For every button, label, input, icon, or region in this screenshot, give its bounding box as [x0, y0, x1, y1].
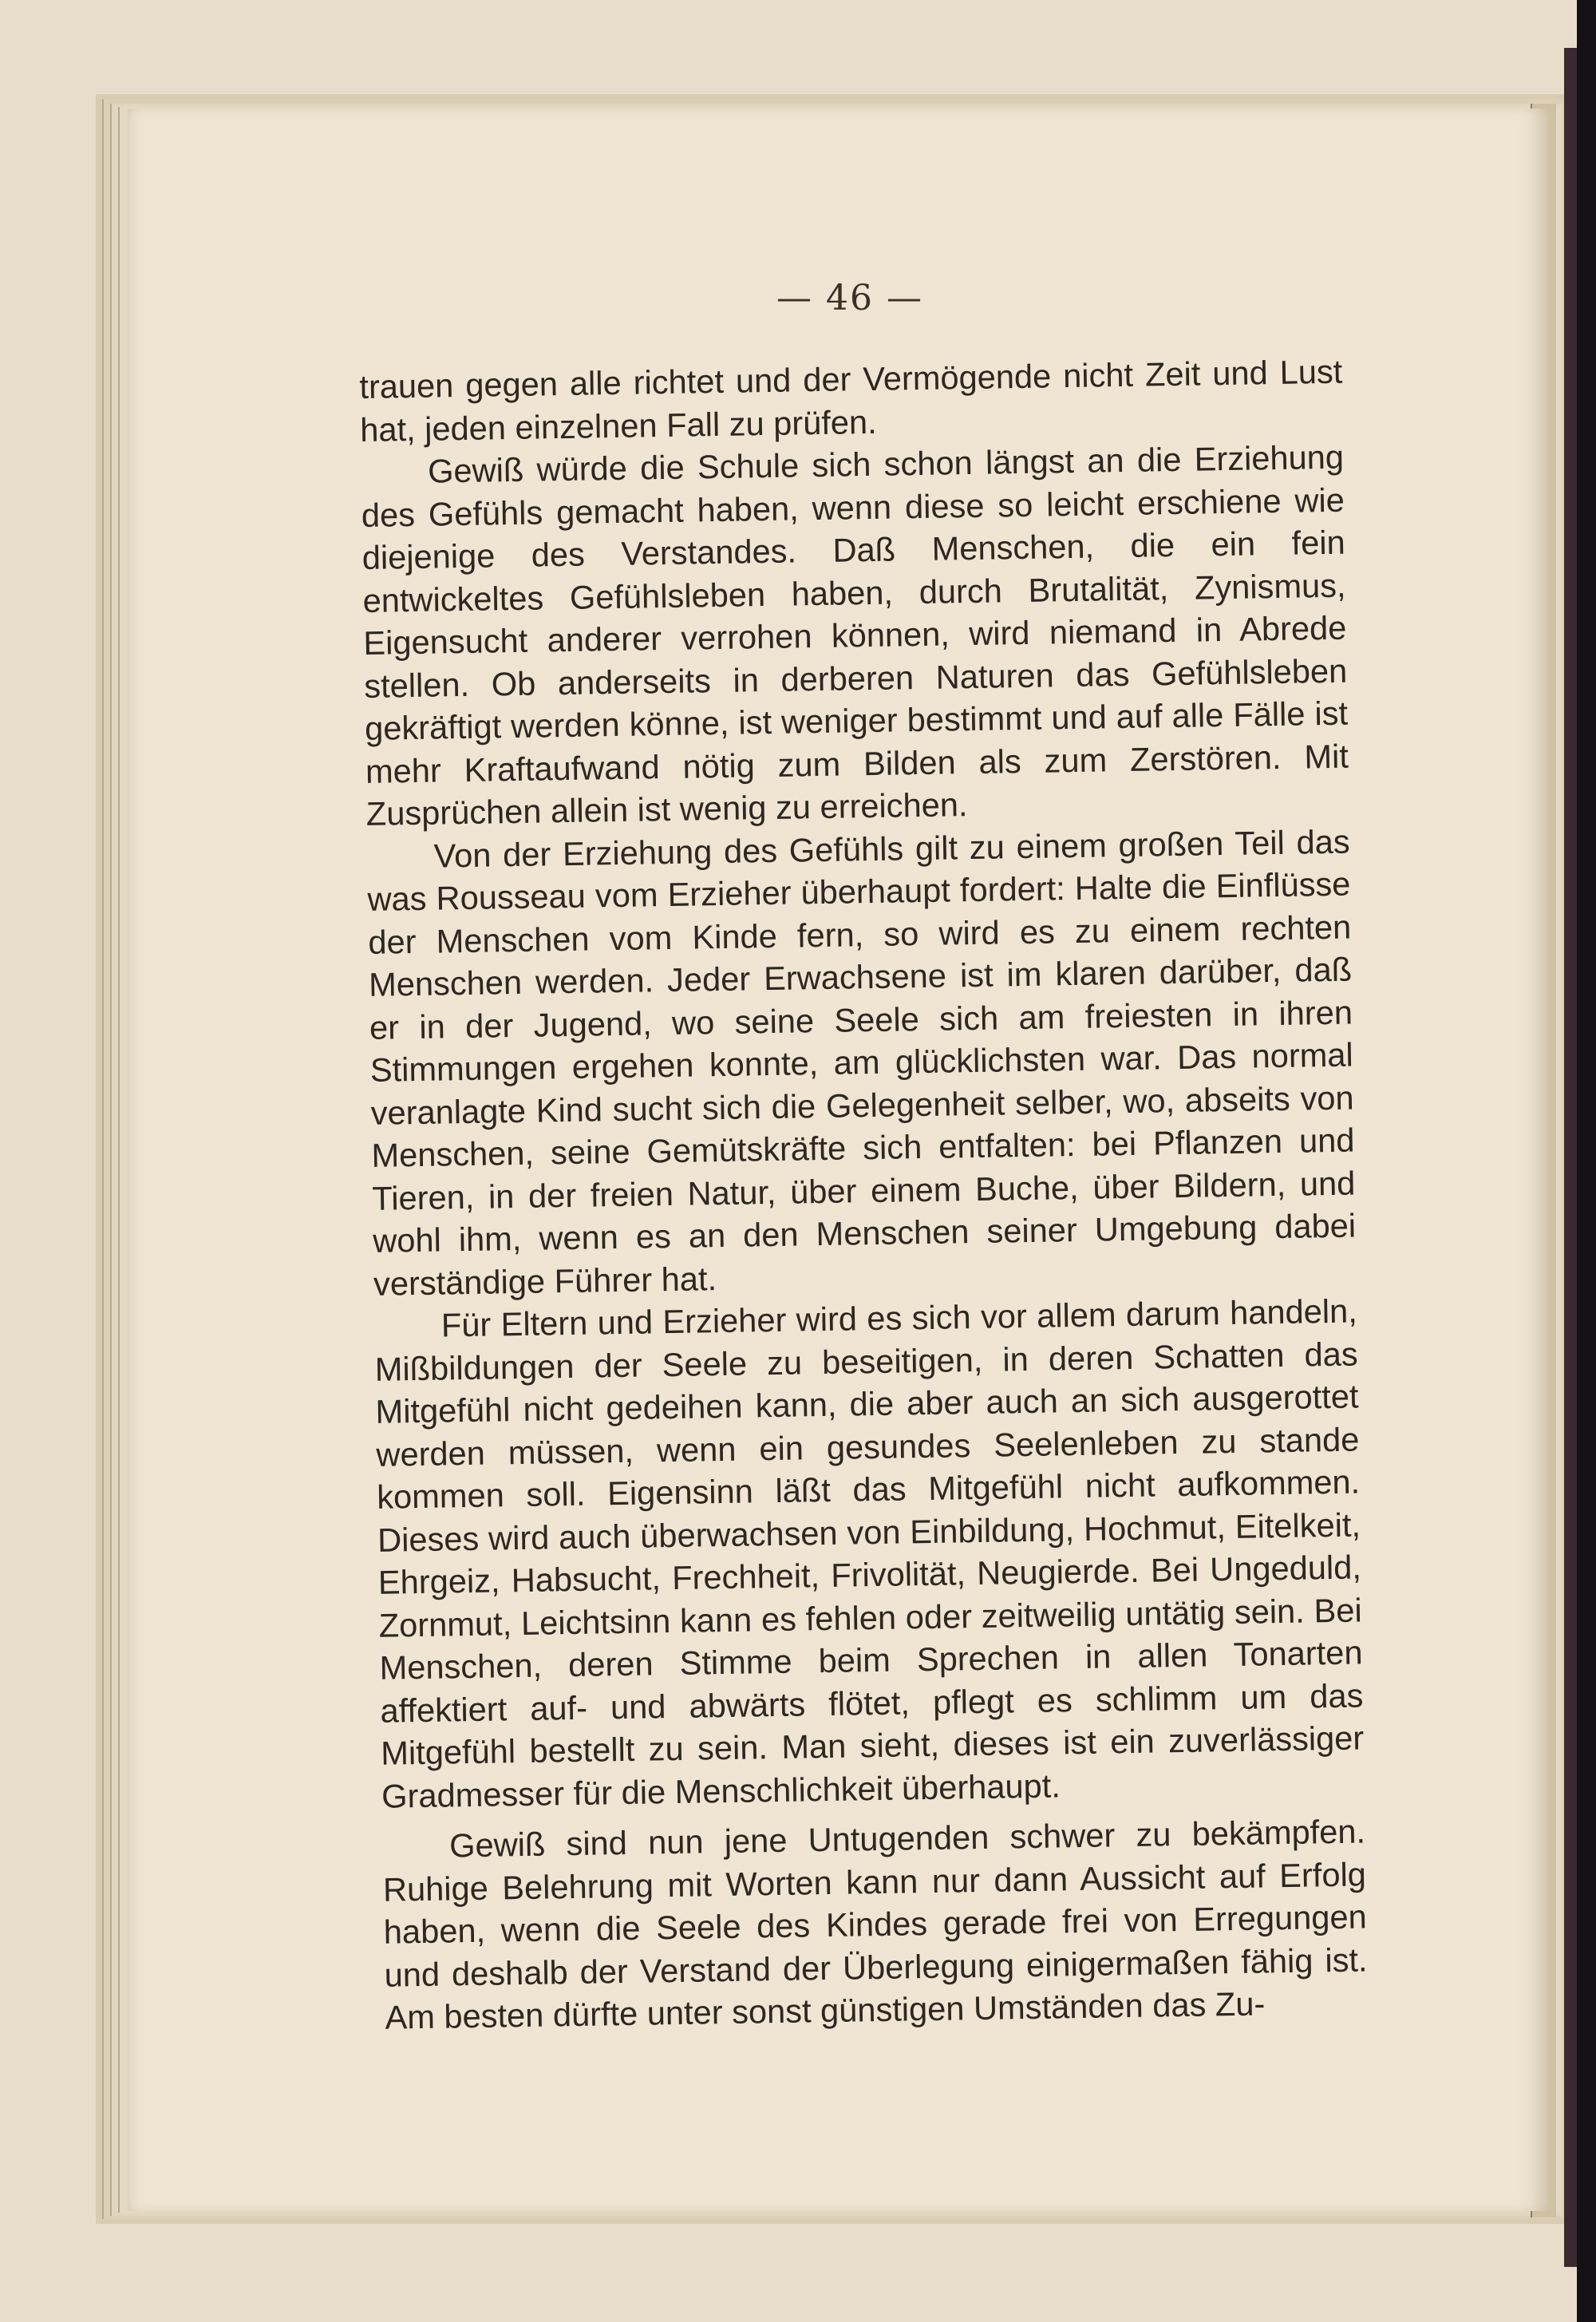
- binding-shadow: [1577, 0, 1596, 2322]
- paragraph: Gewiß sind nun jene Untugenden schwer zu bekämpfen. Ruhige Belehrung mit Worten kann nur dann Aussicht auf Erfolg haben, wenn die Seele des Kindes gerade frei von Erregungen und deshalb der Verstand der Überlegung einigermaßen fähig ist. Am besten dürfte unter sonst günstigen Umständen das Zu-: [382, 1812, 1368, 2036]
- paragraph: Von der Erziehung des Gefühls gilt zu einem großen Teil das was Rousseau vom Erzieher überhaupt fordert: Halte die Einflüsse der Menschen vom Kinde fern, so wird es zu einem rechten Menschen werden. Jeder Erwachsene ist im klaren darüber, daß er in der Jugend, wo seine Seele sich am freiesten in ihren Stimmungen ergehen konnte, am glücklichsten war. Das normal veranlagte Kind sucht sich die Gelegenheit selber, wo, abseits von Menschen, seine Gemütskräfte sich entfalten: bei Pflanzen und Tieren, in der freien Natur, über einem Buche, über Bildern, und wohl ihm, wenn es an den Menschen seiner Umgebung dabei verständige Führer hat.: [367, 822, 1357, 1303]
- page-number: — 46 —: [776, 278, 923, 318]
- paragraph: Gewiß würde die Schule sich schon längst an die Erziehung des Gefühls gemacht haben, wenn diese so leicht erschiene wie diejenige des Verstandes. Daß Menschen, die ein fein entwickeltes Gefühlsleben haben, durch Brutalität, Zynismus, Eigensucht anderer verrohen können, wird niemand in Abrede stellen. Ob anderseits in derberen Naturen das Gefühlsleben gekräftigt werden könne, ist weniger bestimmt und auf alle Fälle ist mehr Kraftaufwand nötig zum Bilden als zum Zerstören. Mit Zusprüchen allein ist wenig zu erreichen.: [361, 437, 1349, 833]
- paragraph: Für Eltern und Erzieher wird es sich vor allem darum handeln, Mißbildungen der Seele zu beseitigen, in deren Schatten das Mitgefühl nicht gedeihen kann, die aber auch an sich ausgerottet werden müssen, wenn ein gesundes Seelenleben zu stande kommen soll. Eigensinn läßt das Mitgefühl nicht aufkommen. Dieses wird auch überwachsen von Einbildung, Hochmut, Eitelkeit, Ehrgeiz, Habsucht, Frechheit, Frivolität, Neugierde. Bei Ungeduld, Zornmut, Leichtsinn kann es fehlen oder zeitweilig untätig sein. Bei Menschen, deren Stimme beim Sprechen in allen Tonarten affektiert auf- und abwärts flötet, pflegt es schlimm um das Mitgefühl bestellt zu sein. Man sieht, dieses ist ein zuverlässiger Gradmesser für die Menschlichkeit überhaupt.: [374, 1292, 1365, 1815]
- binding-edge: [1564, 48, 1577, 2267]
- body-text: [359, 350, 1369, 2039]
- paragraph: trauen gegen alle richtet und der Vermögende nicht Zeit und Lust hat, jeden einzelnen Fall zu prüfen.: [359, 352, 1343, 449]
